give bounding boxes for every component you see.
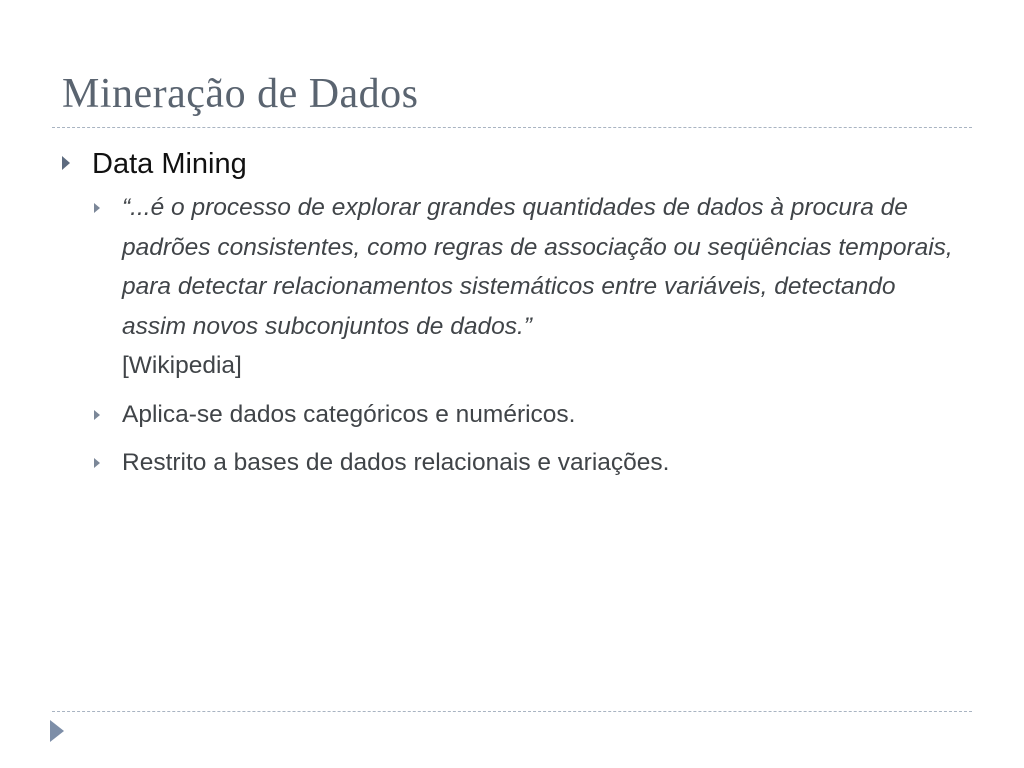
bullet-arrow-icon <box>62 156 70 170</box>
bullet-text: Aplica-se dados categóricos e numéricos. <box>122 400 576 428</box>
bullet-list <box>62 140 962 483</box>
quote-source: [Wikipedia] <box>122 352 242 379</box>
bullet-text: Data Mining <box>92 148 247 180</box>
bullet-arrow-icon <box>94 458 100 468</box>
bullet-item-data-types <box>62 395 962 435</box>
bullet-arrow-icon <box>94 410 100 420</box>
slide-title: Mineração de Dados <box>62 71 419 117</box>
bullet-item-definition <box>62 188 962 386</box>
bullet-item-data-mining <box>62 140 962 188</box>
bullet-arrow-icon <box>94 203 100 213</box>
title-divider <box>52 127 972 128</box>
bullet-item-restriction <box>62 443 962 483</box>
footer-divider <box>52 711 972 712</box>
next-slide-icon[interactable] <box>50 720 64 742</box>
definition-quote: “...é o processo de explorar grandes quantidades de dados à procura de padrões consistentes, como regras de associação ou seqüências temporais, para detectar relacionamentos sistemáticos entre variáveis, detectando assim novos subconjuntos de dados.” <box>122 194 953 340</box>
bullet-text: Restrito a bases de dados relacionais e variações. <box>122 449 670 476</box>
